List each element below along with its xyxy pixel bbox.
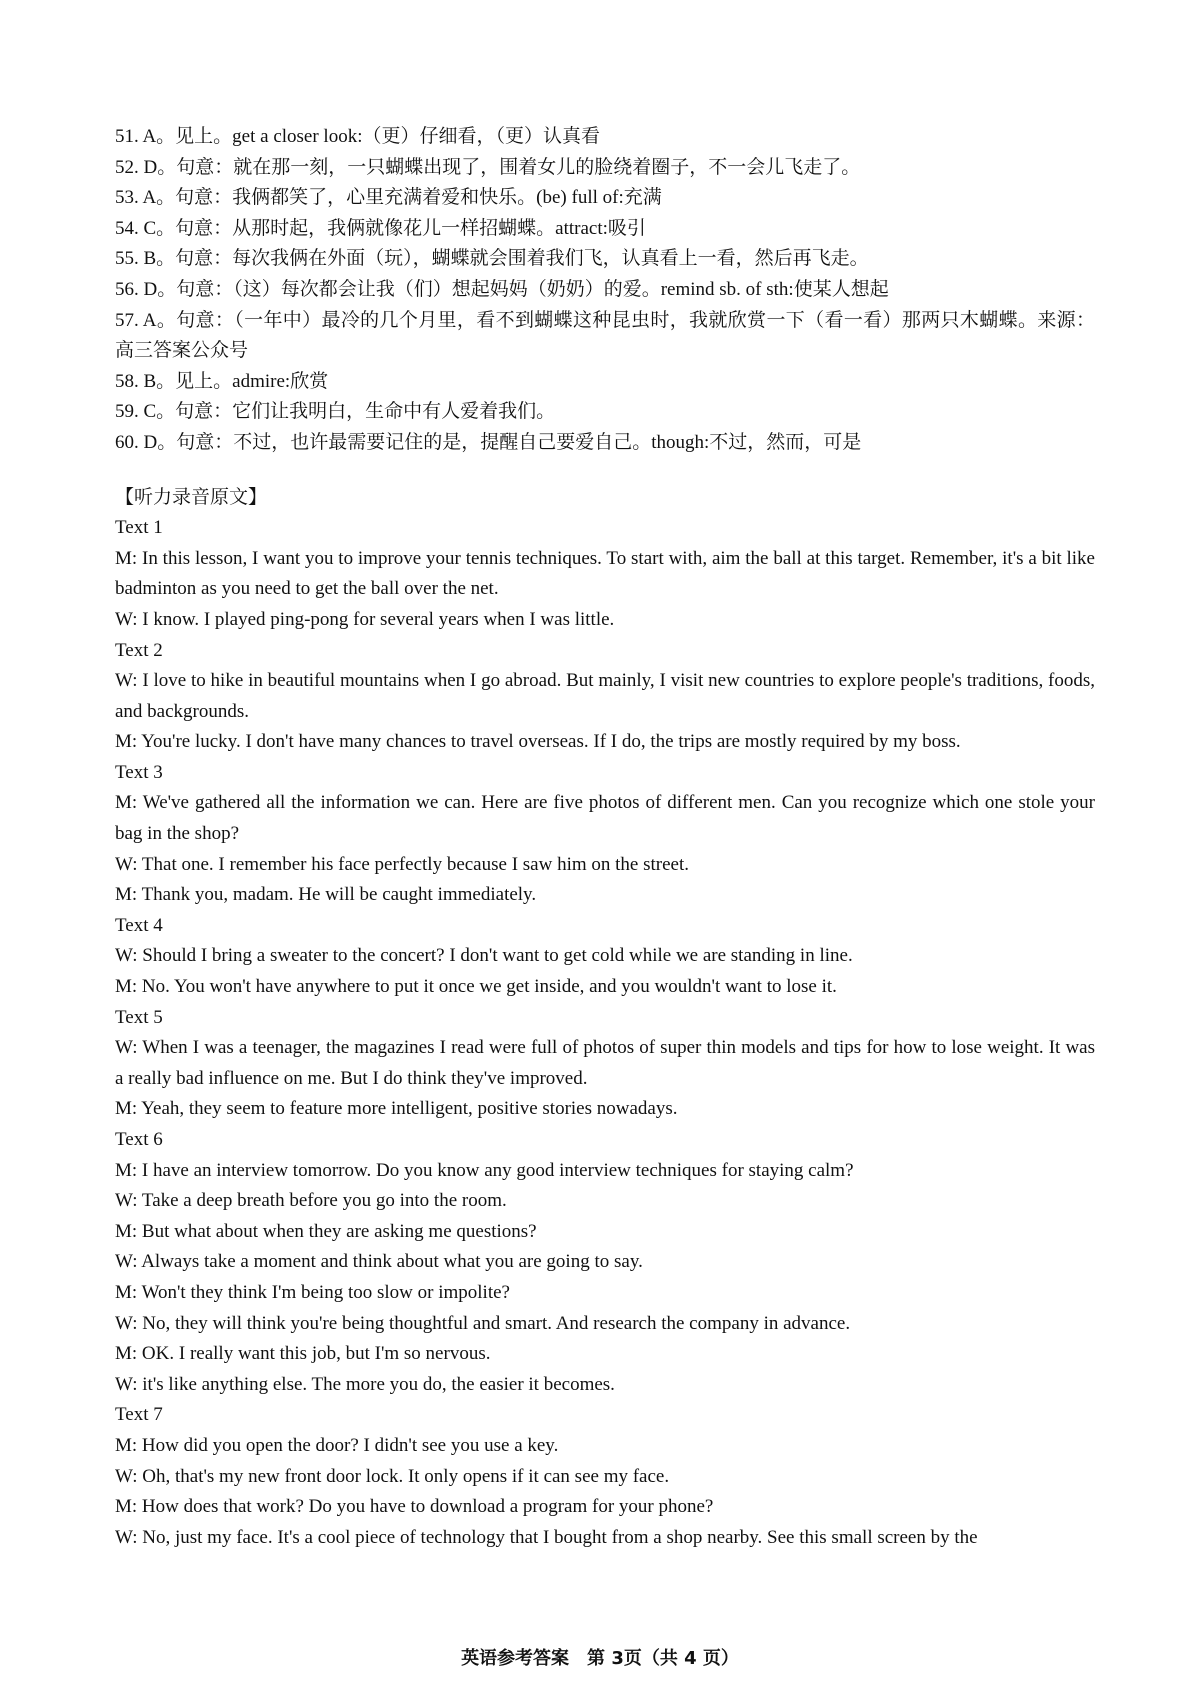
- listening-text-block: [115, 513, 1095, 635]
- dialogue-line: W: No, they will think you're being thoughtful and smart. And research the company in advance.: [115, 1312, 851, 1334]
- text-label: Text 5: [115, 1006, 163, 1028]
- listening-text-block: [115, 911, 1095, 1003]
- dialogue-line: M: No. You won't have anywhere to put it once we get inside, and you wouldn't want to lose it.: [115, 976, 837, 998]
- listening-text-block: [115, 1400, 1095, 1553]
- dialogue-line: M: Thank you, madam. He will be caught immediately.: [115, 884, 537, 906]
- listening-text-block: [115, 1003, 1095, 1125]
- answer-item: 52. D。句意：就在那一刻，一只蝴蝶出现了，围着女儿的脸绕着圈子，不一会儿飞走了。: [115, 156, 861, 178]
- dialogue-line: W: Oh, that's my new front door lock. It only opens if it can see my face.: [115, 1465, 670, 1487]
- dialogue-line: W: I love to hike in beautiful mountains when I go abroad. But mainly, I visit new countries to explore people's traditions, foods, and backgrounds.: [115, 670, 1095, 722]
- page-content: [115, 122, 1095, 1553]
- dialogue-line: W: Always take a moment and think about what you are going to say.: [115, 1251, 643, 1273]
- dialogue-line: M: You're lucky. I don't have many chances to travel overseas. If I do, the trips are mostly required by my boss.: [115, 731, 961, 753]
- text-label: Text 1: [115, 517, 163, 539]
- answer-item: 55. B。句意：每次我俩在外面（玩），蝴蝶就会围着我们飞，认真看上一看，然后再飞走。: [115, 248, 869, 270]
- dialogue-line: W: No, just my face. It's a cool piece of technology that I bought from a shop nearby. See this small screen by the: [115, 1526, 978, 1548]
- listening-text-block: [115, 758, 1095, 911]
- page-footer: 英语参考答案 第 3页（共 4 页）: [461, 1648, 739, 1669]
- answer-item: 57. A。句意：（一年中）最冷的几个月里，看不到蝴蝶这种昆虫时，我就欣赏一下（看一看）那两只木蝴蝶。来源：高三答案公众号: [115, 309, 1095, 362]
- answer-explanations: [115, 122, 1095, 459]
- text-label: Text 7: [115, 1404, 163, 1426]
- listening-text-block: [115, 1125, 1095, 1400]
- text-label: Text 4: [115, 914, 163, 936]
- dialogue-line: M: How does that work? Do you have to download a program for your phone?: [115, 1496, 714, 1518]
- listening-section-title: 【听力录音原文】: [115, 486, 268, 508]
- text-label: Text 3: [115, 761, 163, 783]
- answer-item: 51. A。见上。get a closer look:（更）仔细看，（更）认真看: [115, 126, 600, 147]
- text-label: Text 6: [115, 1129, 163, 1150]
- dialogue-line: M: I have an interview tomorrow. Do you know any good interview techniques for staying calm?: [115, 1159, 854, 1181]
- listening-text-block: [115, 636, 1095, 758]
- answer-item: 60. D。句意：不过，也许最需要记住的是，提醒自己要爱自己。though:不过，然而，可是: [115, 431, 862, 453]
- dialogue-line: W: When I was a teenager, the magazines I read were full of photos of super thin models and tips for how to lose weight. It was a really bad influence on me. But I do think they've improved.: [115, 1037, 1095, 1089]
- dialogue-line: M: OK. I really want this job, but I'm so nervous.: [115, 1343, 491, 1365]
- dialogue-line: M: How did you open the door? I didn't see you use a key.: [115, 1434, 559, 1456]
- answer-item: 56. D。句意：（这）每次都会让我（们）想起妈妈（奶奶）的爱。remind sb. of sth:使某人想起: [115, 278, 889, 300]
- listening-transcript: [115, 483, 1095, 1554]
- answer-item: 58. B。见上。admire:欣赏: [115, 370, 329, 392]
- dialogue-line: M: Won't they think I'm being too slow or impolite?: [115, 1281, 510, 1303]
- listening-texts: [115, 513, 1095, 1553]
- answer-item: 53. A。句意：我俩都笑了，心里充满着爱和快乐。(be) full of:充满: [115, 187, 662, 209]
- dialogue-line: M: But what about when they are asking me questions?: [115, 1220, 537, 1242]
- dialogue-line: M: In this lesson, I want you to improve your tennis techniques. To start with, aim the ball at this target. Remember, it's a bit like badminton as you need to get the ball over the net.: [115, 547, 1095, 600]
- dialogue-line: M: We've gathered all the information we can. Here are five photos of different men. Can you recognize which one stole your bag in the shop?: [115, 792, 1095, 845]
- dialogue-line: W: Take a deep breath before you go into the room.: [115, 1190, 507, 1212]
- dialogue-line: W: it's like anything else. The more you do, the easier it becomes.: [115, 1373, 615, 1395]
- answer-item: 54. C。句意：从那时起，我俩就像花儿一样招蝴蝶。attract:吸引: [115, 217, 646, 239]
- dialogue-line: W: That one. I remember his face perfectly because I saw him on the street.: [115, 853, 689, 875]
- answer-item: 59. C。句意：它们让我明白，生命中有人爱着我们。: [115, 401, 556, 423]
- dialogue-line: W: I know. I played ping-pong for several years when I was little.: [115, 608, 615, 630]
- dialogue-line: M: Yeah, they seem to feature more intelligent, positive stories nowadays.: [115, 1098, 678, 1120]
- dialogue-line: W: Should I bring a sweater to the concert? I don't want to get cold while we are standing in line.: [115, 945, 853, 967]
- text-label: Text 2: [115, 639, 163, 661]
